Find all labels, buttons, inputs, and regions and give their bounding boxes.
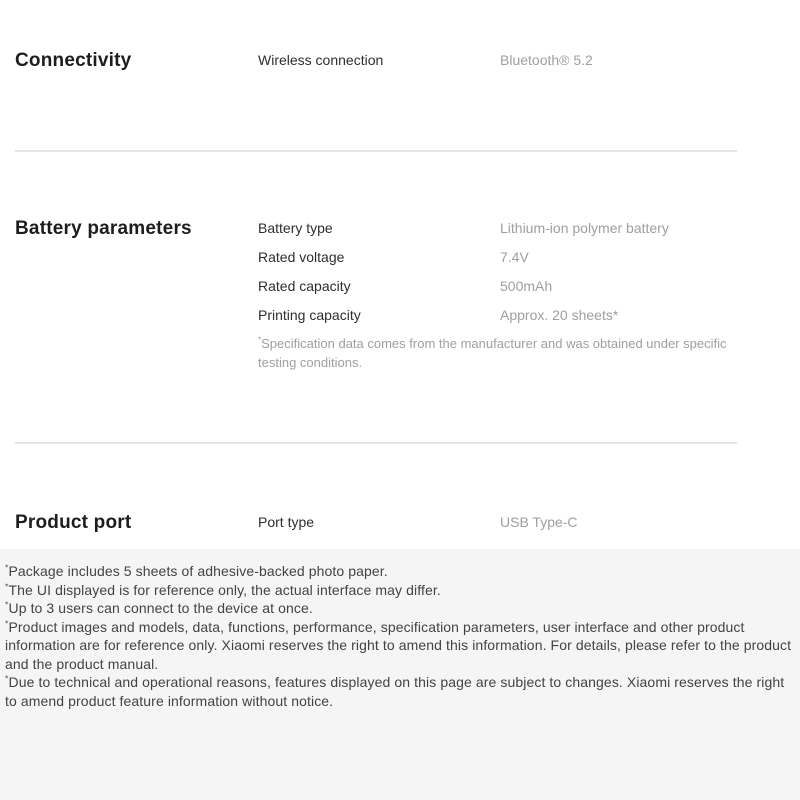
footnote-text: Up to 3 users can connect to the device at once. [8, 600, 313, 616]
spec-row-battery-type [258, 218, 800, 238]
footnote-text: Due to technical and operational reasons, features displayed on this page are subject to changes. Xiaomi reserves the right to amend product feature information without notice. [5, 674, 785, 709]
spec-label: Rated capacity [258, 278, 351, 294]
spec-row-wireless-connection [258, 50, 800, 70]
footnotes-panel [0, 549, 800, 800]
footnote-product-images [5, 618, 794, 674]
asterisk-mark: * [5, 562, 9, 573]
asterisk-mark: * [5, 673, 9, 684]
footnote-users-connect [5, 599, 794, 618]
spec-value: USB Type-C [500, 514, 578, 530]
section-battery-parameters [0, 152, 800, 442]
spec-rows [258, 50, 800, 79]
asterisk-mark: * [258, 335, 262, 345]
spec-label: Battery type [258, 220, 333, 236]
spec-value: Bluetooth® 5.2 [500, 52, 593, 68]
spec-value: Lithium-ion polymer battery [500, 220, 669, 236]
spec-disclaimer-note [258, 334, 730, 372]
spec-row-rated-capacity [258, 276, 800, 296]
spec-value: 7.4V [500, 249, 529, 265]
spec-rows [258, 218, 800, 372]
spec-label: Port type [258, 514, 315, 530]
footnote-text: The UI displayed is for reference only, the actual interface may differ. [8, 581, 441, 598]
asterisk-mark: * [5, 617, 9, 628]
spec-label: Rated voltage [258, 249, 345, 265]
footnote-text: Product images and models, data, functions, performance, specification parameters, user interface and other product information are for reference only. Xiaomi reserves the right to amend this information. For details, please refer to the product and the product manual. [5, 618, 792, 672]
spec-value: 500mAh [500, 278, 553, 294]
asterisk-mark: * [5, 580, 9, 591]
footnote-ui-reference [5, 581, 794, 600]
footnote-text: Package includes 5 sheets of adhesive-backed photo paper. [8, 563, 388, 579]
section-title-product-port: Product port [15, 512, 132, 533]
asterisk-mark: * [5, 599, 9, 610]
section-connectivity [0, 0, 800, 150]
spec-row-port-type [258, 512, 800, 532]
spec-label: Wireless connection [258, 52, 384, 68]
spec-disclaimer-text: Specification data comes from the manufacturer and was obtained under specific testing conditions. [258, 336, 727, 370]
spec-row-printing-capacity [258, 305, 800, 325]
spec-row-rated-voltage [258, 247, 800, 267]
spec-rows [258, 512, 800, 541]
footnote-package [5, 562, 794, 581]
spec-label: Printing capacity [258, 307, 361, 323]
section-product-port [0, 444, 800, 549]
section-title-battery: Battery parameters [15, 218, 192, 239]
footnote-feature-changes [5, 673, 794, 710]
section-title-connectivity: Connectivity [15, 50, 132, 71]
spec-value: Approx. 20 sheets* [500, 307, 619, 323]
